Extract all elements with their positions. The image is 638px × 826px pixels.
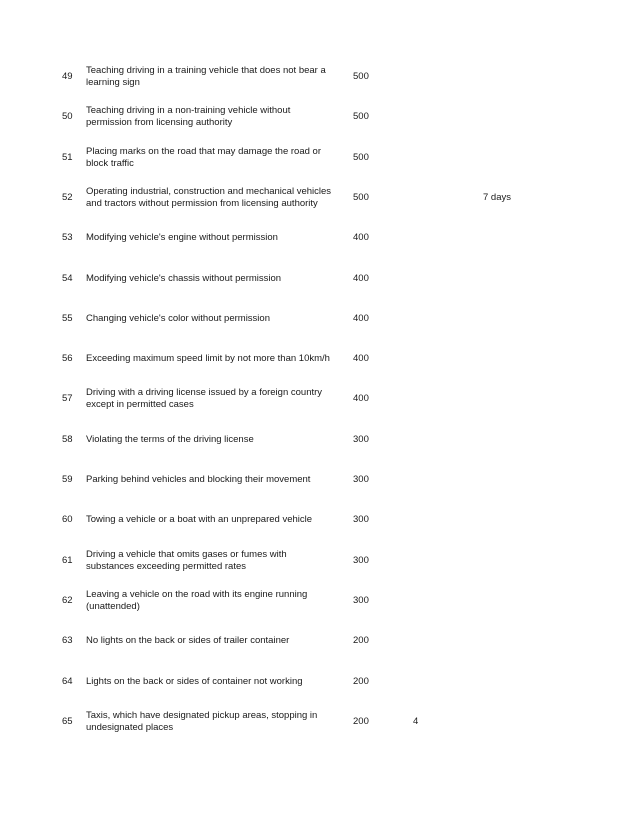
violation-number: 49 [62, 71, 73, 82]
violation-description: Taxis, which have designated pickup areas, stopping in undesignated places [86, 709, 318, 733]
violation-number: 55 [62, 312, 73, 324]
impound-period: 7 days [483, 191, 511, 203]
impound-period [483, 702, 543, 742]
violation-description: Changing vehicle's color without permission [86, 312, 270, 324]
black-points [413, 420, 443, 460]
violation-number: 64 [62, 675, 73, 687]
fine-amount: 300 [353, 433, 369, 445]
table-row [0, 702, 638, 742]
table-row [0, 259, 638, 299]
violation-number: 57 [62, 393, 73, 405]
black-points [413, 500, 443, 540]
fine-amount: 400 [353, 393, 369, 405]
violation-number: 50 [62, 111, 73, 123]
fine-amount: 400 [353, 312, 369, 324]
impound-period [483, 460, 543, 500]
impound-period [483, 218, 543, 258]
violation-description: Modifying vehicle's engine without permission [86, 232, 278, 244]
violation-description: Towing a vehicle or a boat with an unprepared vehicle [86, 514, 313, 526]
violation-number: 62 [62, 594, 73, 606]
table-row [0, 500, 638, 540]
table-row [0, 621, 638, 661]
black-points [413, 621, 443, 661]
impound-period [483, 621, 543, 661]
table-row [0, 57, 638, 97]
violation-description: No lights on the back or sides of trailer container [86, 635, 290, 647]
violation-description: Parking behind vehicles and blocking their movement [86, 474, 311, 485]
violation-description: Driving a vehicle that omits gases or fumes with substances exceeding permitted rates [86, 548, 287, 572]
violation-description: Placing marks on the road that may damage the road or block traffic [86, 145, 321, 169]
table-row [0, 460, 638, 500]
violation-description: Teaching driving in a training vehicle that does not bear a learning sign [86, 65, 326, 88]
violation-number: 56 [62, 353, 73, 365]
black-points [413, 379, 443, 419]
impound-period [483, 662, 543, 702]
table-row [0, 299, 638, 339]
fine-amount: 400 [353, 272, 369, 284]
table-row [0, 581, 638, 621]
table-row [0, 97, 638, 137]
fine-amount: 200 [353, 675, 369, 687]
black-points [413, 299, 443, 339]
violation-description: Driving with a driving license issued by a foreign country except in permitted cases [86, 387, 323, 411]
violation-number: 63 [62, 635, 73, 647]
violation-number: 54 [62, 272, 73, 284]
black-points [413, 178, 443, 218]
violation-description: Operating industrial, construction and mechanical vehicles and tractors without permission from licensing authority [86, 185, 332, 209]
impound-period [483, 581, 543, 621]
fine-amount: 300 [353, 594, 369, 606]
table-row [0, 138, 638, 178]
table-row [0, 662, 638, 702]
black-points [413, 460, 443, 500]
fine-amount: 300 [353, 474, 369, 485]
impound-period [483, 299, 543, 339]
impound-period [483, 259, 543, 299]
violation-number: 52 [62, 191, 73, 203]
table-row [0, 218, 638, 258]
black-points [413, 581, 443, 621]
violation-number: 51 [62, 151, 73, 163]
fine-amount: 200 [353, 715, 369, 727]
table-row [0, 178, 638, 218]
black-points [413, 339, 443, 379]
fine-amount: 500 [353, 191, 369, 203]
fine-amount: 300 [353, 514, 369, 526]
fine-amount: 200 [353, 635, 369, 647]
black-points [413, 138, 443, 178]
violation-number: 65 [62, 715, 73, 727]
table-row [0, 379, 638, 419]
violation-description: Leaving a vehicle on the road with its engine running (unattended) [86, 588, 308, 612]
violation-description: Teaching driving in a non-training vehicle without permission from licensing authority [86, 105, 291, 129]
fine-amount: 500 [353, 111, 369, 123]
violation-number: 60 [62, 514, 73, 526]
fine-amount: 500 [353, 151, 369, 163]
impound-period [483, 57, 543, 97]
black-points: 4 [413, 715, 419, 727]
black-points [413, 218, 443, 258]
violation-number: 59 [62, 474, 73, 485]
impound-period [483, 97, 543, 137]
violation-number: 58 [62, 433, 73, 445]
table-row [0, 339, 638, 379]
violation-description: Modifying vehicle's chassis without permission [86, 272, 282, 284]
impound-period [483, 420, 543, 460]
violation-description: Exceeding maximum speed limit by not more than 10km/h [86, 353, 330, 365]
table-row [0, 420, 638, 460]
black-points [413, 97, 443, 137]
fine-amount: 400 [353, 232, 369, 244]
violation-number: 61 [62, 554, 73, 566]
fine-amount: 500 [353, 71, 369, 82]
violation-number: 53 [62, 232, 73, 244]
fine-amount: 400 [353, 353, 369, 365]
impound-period [483, 500, 543, 540]
black-points [413, 541, 443, 581]
impound-period [483, 339, 543, 379]
impound-period [483, 138, 543, 178]
black-points [413, 259, 443, 299]
black-points [413, 662, 443, 702]
violation-description: Violating the terms of the driving license [86, 433, 254, 445]
black-points [413, 57, 443, 97]
table-row [0, 541, 638, 581]
impound-period [483, 541, 543, 581]
fine-amount: 300 [353, 554, 369, 566]
impound-period [483, 379, 543, 419]
violation-description: Lights on the back or sides of container not working [86, 675, 303, 687]
